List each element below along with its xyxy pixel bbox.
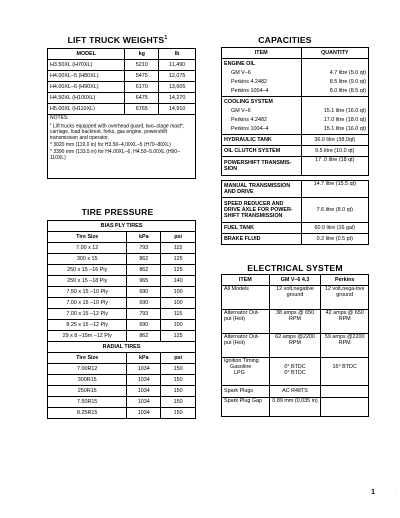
radial-tires-header: RADIAL TIRES xyxy=(48,342,196,353)
col-header-kg: kg xyxy=(125,49,159,60)
kpa-cell: 793 xyxy=(127,243,161,254)
engine-oil-row xyxy=(222,59,369,97)
kpa-cell: 690 xyxy=(127,320,161,331)
kpa-cell: 1034 xyxy=(127,375,161,386)
engine-oil-item-cell xyxy=(222,59,302,97)
tire-size-cell: 7.50R15 xyxy=(48,397,127,408)
tire-size-cell: 7.50 x 15 –10 Ply xyxy=(48,287,127,298)
engine-oil-perkins-4-label: Perkins 4.2482 xyxy=(231,79,267,85)
psi-cell: 125 xyxy=(161,331,196,342)
psi-cell: 100 xyxy=(161,287,196,298)
all-models-label: All Models xyxy=(222,286,270,310)
engine-oil-perkins-4-qty: 8.5 litre (9.0 qt) xyxy=(329,79,366,85)
table-header-row xyxy=(48,49,196,60)
lb-cell: 14,910 xyxy=(159,104,196,115)
ignition-gm-lpg: 0° BTDC xyxy=(284,370,306,377)
psi-cell: 125 xyxy=(161,265,196,276)
hydraulic-tank-label: HYDRAULIC TANK xyxy=(222,135,302,146)
lb-cell: 13,605 xyxy=(159,82,196,93)
spark-plug-gap-value: 0.89 mm (0.035 in) xyxy=(269,398,321,417)
note-3: * 3390 mm (133.5 in) for H4.00XL–6, H4.50–5.00XL (H90–110XL) xyxy=(50,149,180,161)
model-cell: H4.00XL–6 (H90XL) xyxy=(48,82,125,93)
radial-header-row xyxy=(48,342,196,353)
psi-cell: 150 xyxy=(161,375,196,386)
kpa-cell: 1034 xyxy=(127,364,161,375)
all-models-gm: 12 volt,negative ground xyxy=(269,286,321,310)
table-row xyxy=(222,223,369,234)
cooling-item-cell xyxy=(222,97,302,135)
lift-truck-weights-table xyxy=(47,48,196,179)
model-cell: H4.00XL–5 (H80XL) xyxy=(48,71,125,82)
table-row xyxy=(48,60,196,71)
table-row xyxy=(48,364,196,375)
col-header-kpa: kPa xyxy=(127,353,161,364)
col-header-psi: psi xyxy=(161,232,196,243)
oil-clutch-qty: 9.5 litre (10.0 qt) xyxy=(301,146,369,157)
lb-cell: 12,075 xyxy=(159,71,196,82)
lb-cell: 14,270 xyxy=(159,93,196,104)
brake-fluid-label: BRAKE FLUID xyxy=(222,234,302,245)
alternator-output-perkins: 42 amps @ 650 RPM xyxy=(321,310,369,334)
speed-reducer-qty: 7.6 litre (8.0 qt) xyxy=(301,198,369,223)
page-number: 1 xyxy=(371,489,375,496)
cooling-perkins-1004-qty: 15.1 litre (16.0 qt) xyxy=(323,126,366,132)
table-row xyxy=(222,181,369,198)
fuel-tank-qty: 60.0 litre (16 gal) xyxy=(301,223,369,234)
tire-size-cell: 7.00 x 12 xyxy=(48,243,127,254)
notes-row xyxy=(48,115,196,179)
table-header-row xyxy=(222,275,369,286)
kg-cell: 5210 xyxy=(125,60,159,71)
kpa-cell: 1034 xyxy=(127,386,161,397)
engine-oil-perkins-1004-qty: 8.0 litre (8.5 qt) xyxy=(329,88,366,94)
kg-cell: 6765 xyxy=(125,104,159,115)
cooling-system-label: COOLING SYSTEM xyxy=(224,99,273,105)
psi-cell: 150 xyxy=(161,397,196,408)
tire-size-cell: 8.25 x 15 –12 Ply xyxy=(48,320,127,331)
table-row xyxy=(48,309,196,320)
col-header-kpa: kPa xyxy=(127,232,161,243)
edge-mark: ’ xyxy=(396,492,397,497)
col-header-quantity: QUANTITY xyxy=(301,48,369,59)
ignition-gasoline-label: Gasoline xyxy=(230,364,252,371)
lift-truck-weights-title xyxy=(60,35,175,45)
ignition-gm-gasoline: 0° BTDC xyxy=(284,364,306,370)
spark-plugs-label: Spark Plugs xyxy=(222,386,270,398)
alternator-output-perkins: 59 amps @2200 RPM xyxy=(321,334,369,358)
tire-size-cell: 300R15 xyxy=(48,375,127,386)
kg-cell: 6170 xyxy=(125,82,159,93)
manual-transmission-label: MANUAL TRANSMISSION AND DRIVE xyxy=(222,181,302,198)
table-row xyxy=(222,286,369,310)
tire-size-cell: 300 x 15 xyxy=(48,254,127,265)
table-row xyxy=(222,398,369,417)
table-row xyxy=(48,386,196,397)
spark-plugs-value: AC R48TS xyxy=(269,386,321,398)
bias-ply-header: BIAS PLY TIRES xyxy=(48,221,196,232)
psi-cell: 150 xyxy=(161,386,196,397)
table-row xyxy=(48,265,196,276)
table-row xyxy=(48,71,196,82)
table-row xyxy=(48,276,196,287)
capacities-table xyxy=(221,47,369,245)
kpa-cell: 965 xyxy=(127,276,161,287)
electrical-system-table xyxy=(221,274,369,417)
notes-label: NOTES: xyxy=(50,115,69,121)
manual-transmission-qty: 14.7 litre (15.5 qt) xyxy=(301,181,369,198)
cooling-gm-label: GM V–6 xyxy=(231,108,251,114)
notes-cell xyxy=(48,115,196,179)
engine-oil-gm-label: GM V–6 xyxy=(231,70,251,76)
alternator-output-gm: 62 amps @2200 RPM xyxy=(269,334,321,358)
lb-cell: 11,490 xyxy=(159,60,196,71)
all-models-perkins: 12 volt,nega-tive ground xyxy=(321,286,369,310)
lift-truck-weights-title-text: LIFT TRUCK WEIGHTS xyxy=(67,35,165,45)
table-row xyxy=(222,198,369,223)
radial-col-header-row xyxy=(48,353,196,364)
engine-oil-label: ENGINE OIL xyxy=(224,61,256,67)
model-cell: H5.00XL (H110XL) xyxy=(48,104,125,115)
cooling-perkins-1004-label: Perkins 1004–4 xyxy=(231,126,269,132)
psi-cell: 150 xyxy=(161,364,196,375)
table-row xyxy=(48,287,196,298)
note-1-text: Lift trucks equipped with overhead guard, two–stage mast*, carriage, load backrest, forks, gas engine, powershift transmission and operator. xyxy=(50,123,185,142)
table-row xyxy=(48,82,196,93)
table-row xyxy=(48,298,196,309)
bias-header-row xyxy=(48,221,196,232)
ignition-gm-cell xyxy=(269,358,321,386)
tire-size-cell: 7.00R12 xyxy=(48,364,127,375)
col-header-tire-size: Tire Size xyxy=(48,232,127,243)
ignition-perkins: 16° BTDC xyxy=(321,358,369,386)
powershift-label: POWERSHIFT TRANSMIS-SION xyxy=(222,157,302,176)
col-header-item: ITEM xyxy=(222,275,270,286)
cooling-system-row xyxy=(222,97,369,135)
alternator-output-label: Alternator Out-put (Hot) xyxy=(222,334,270,358)
kg-cell: 5475 xyxy=(125,71,159,82)
col-header-lb: lb xyxy=(159,49,196,60)
electrical-system-title: ELECTRICAL SYSTEM xyxy=(247,263,343,273)
ignition-timing-row xyxy=(222,358,369,386)
table-row xyxy=(48,93,196,104)
table-row xyxy=(222,334,369,358)
engine-oil-perkins-1004-label: Perkins 1004–4 xyxy=(231,88,269,94)
psi-cell: 100 xyxy=(161,298,196,309)
kpa-cell: 862 xyxy=(127,254,161,265)
oil-clutch-label: OIL CLUTCH SYSTEM xyxy=(222,146,302,157)
kpa-cell: 1034 xyxy=(127,397,161,408)
col-header-psi: psi xyxy=(161,353,196,364)
psi-cell: 115 xyxy=(161,243,196,254)
table-row xyxy=(48,408,196,419)
table-row xyxy=(222,234,369,245)
ignition-lpg-label: LPG xyxy=(234,370,245,377)
alternator-output-label: Alternator Out-put (Hot) xyxy=(222,310,270,334)
note-1-mark: 1 xyxy=(50,121,52,126)
model-cell: H4.50XL (H100XL) xyxy=(48,93,125,104)
kg-cell: 6475 xyxy=(125,93,159,104)
col-header-tire-size: Tire Size xyxy=(48,353,127,364)
psi-cell: 115 xyxy=(161,309,196,320)
table-row xyxy=(48,104,196,115)
col-header-perkins: Perkins xyxy=(321,275,369,286)
note-1 xyxy=(50,123,193,142)
capacities-title: CAPACITIES xyxy=(258,35,312,45)
table-row xyxy=(222,310,369,334)
model-cell: H3.50XL (H70XL) xyxy=(48,60,125,71)
table-row xyxy=(222,135,369,146)
engine-oil-quantity-cell xyxy=(301,59,369,97)
col-header-item: ITEM xyxy=(222,48,302,59)
tire-size-cell: 7.00 x 15 –12 Ply xyxy=(48,309,127,320)
psi-cell: 125 xyxy=(161,254,196,265)
ignition-timing-cell xyxy=(222,358,270,386)
cooling-gm-qty: 15.1 litre (16.0 qt) xyxy=(323,108,366,114)
table-row xyxy=(222,146,369,157)
kpa-cell: 793 xyxy=(127,309,161,320)
kpa-cell: 862 xyxy=(127,331,161,342)
tire-size-cell: 250R15 xyxy=(48,386,127,397)
table-row xyxy=(48,375,196,386)
table-row xyxy=(48,397,196,408)
table-row xyxy=(48,320,196,331)
tire-pressure-title: TIRE PRESSURE xyxy=(81,207,154,217)
kpa-cell: 862 xyxy=(127,265,161,276)
table-row xyxy=(48,254,196,265)
alternator-output-gm: 38 amps @ 650 RPM xyxy=(269,310,321,334)
col-header-model: MODEL xyxy=(48,49,125,60)
powershift-qty: 17 .0 litre (18 qt) xyxy=(301,157,369,176)
psi-cell: 140 xyxy=(161,276,196,287)
cooling-quantity-cell xyxy=(301,97,369,135)
tire-pressure-table xyxy=(47,220,196,419)
cooling-perkins-4-qty: 17.0 litre (18.0 qt) xyxy=(323,117,366,123)
lift-title-footnote-mark: 1 xyxy=(164,35,168,42)
table-row xyxy=(48,331,196,342)
table-header-row xyxy=(222,48,369,59)
tire-size-cell: 7.00 x 15 –10 Ply xyxy=(48,298,127,309)
kpa-cell: 1034 xyxy=(127,408,161,419)
hydraulic-tank-qty: 36.0 litre (38.0qt) xyxy=(301,135,369,146)
note-2: * 3020 mm (119.0 in) for H3.50–4.00XL–5 (H70–80XL) xyxy=(50,142,171,149)
kpa-cell: 690 xyxy=(127,287,161,298)
tire-size-cell: 250 x 15 –18 Ply xyxy=(48,276,127,287)
ignition-timing-label: Ignition Timing xyxy=(224,358,259,364)
engine-oil-gm-qty: 4.7 litre (5.0 qt) xyxy=(329,70,366,76)
kpa-cell: 690 xyxy=(127,298,161,309)
table-row xyxy=(222,386,369,398)
table-row xyxy=(222,157,369,176)
spark-plug-gap-label: Spark Plug Gap xyxy=(222,398,270,417)
col-header-gm: GM V–6 4.3 xyxy=(269,275,321,286)
cooling-perkins-4-label: Perkins 4.2482 xyxy=(231,117,267,123)
tire-size-cell: 29 x 8 –15m –12 Ply xyxy=(48,331,127,342)
tire-size-cell: 250 x 15 –16 Ply xyxy=(48,265,127,276)
bias-col-header-row xyxy=(48,232,196,243)
table-row xyxy=(48,243,196,254)
brake-fluid-qty: 0.2 litre (0.5 pt) xyxy=(301,234,369,245)
tire-size-cell: 8.25R15 xyxy=(48,408,127,419)
psi-cell: 100 xyxy=(161,320,196,331)
psi-cell: 150 xyxy=(161,408,196,419)
fuel-tank-label: FUEL TANK xyxy=(222,223,302,234)
speed-reducer-label: SPEED REDUCER AND DRIVE AXLE FOR POWER-SHIFT TRANSMISSION xyxy=(222,198,302,223)
